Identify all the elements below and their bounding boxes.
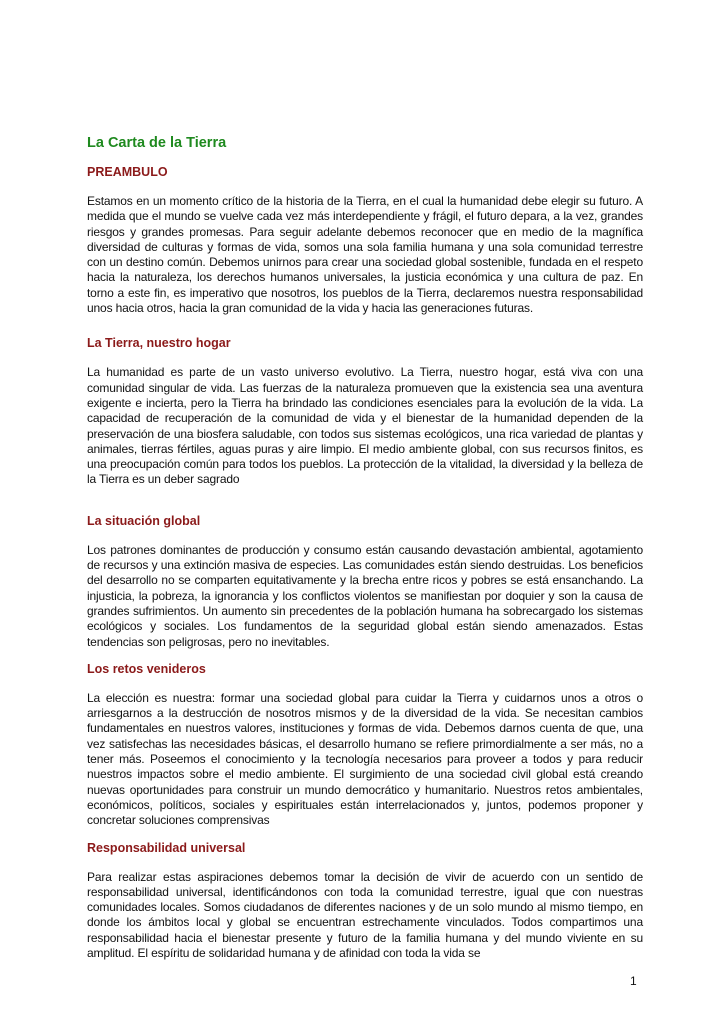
section-heading-responsabilidad-universal: Responsabilidad universal — [87, 840, 246, 855]
preamble-heading: PREAMBULO — [87, 165, 168, 179]
page-number: 1 — [630, 974, 637, 988]
section-paragraph-tierra-hogar: La humanidad es parte de un vasto universo evolutivo. La Tierra, nuestro hogar, está viva con una comunidad singular de vida. Las fuerzas de la naturaleza promueven que la existencia sea una aventura exigente e incierta, pero la Tierra ha brindado las condiciones esenciales para la evolución de la vida. La capacidad de recuperación de la comunidad de vida y el bienestar de la humanidad dependen de la preservación de una biosfera saludable, con todos sus sistemas ecológicos, una rica variedad de plantas y animales, tierras fértiles, aguas puras y aire limpio. El medio ambiente global, con sus recursos finitos, es una preocupación común para todos los pueblos. La protección de la vitalidad, la diversidad y la belleza de la Tierra es un deber sagrado — [87, 365, 643, 487]
section-heading-tierra-hogar: La Tierra, nuestro hogar — [87, 336, 231, 351]
section-paragraph-retos-venideros: La elección es nuestra: formar una sociedad global para cuidar la Tierra y cuidarnos unos a otros o arriesgarnos a la destrucción de nosotros mismos y de la diversidad de la vida. Se necesitan cambios fundamentales en nuestros valores, instituciones y formas de vida. Debemos darnos cuenta de que, una vez satisfechas las necesidades básicas, el desarrollo humano se refiere primordialmente a ser más, no a tener más. Poseemos el conocimiento y la tecnología necesarios para proveer a todos y para reducir nuestros impactos sobre el medio ambiente. El surgimiento de una sociedad civil global está creando nuevas oportunidades para construir un mundo democrático y humanitario. Nuestros retos ambientales, económicos, políticos, sociales y espirituales están interrelacionados y, juntos, podemos proponer y concretar soluciones comprensivas — [87, 690, 643, 828]
section-paragraph-situacion-global: Los patrones dominantes de producción y consumo están causando devastación ambiental, agotamiento de recursos y una extinción masiva de especies. Las comunidades están siendo destruidas. Los beneficios del desarrollo no se comparten equitativamente y la brecha entre ricos y pobres se está ensanchando. La injusticia, la pobreza, la ignorancia y los conflictos violentos se manifiestan por doquier y son la causa de grandes sufrimientos. Un aumento sin precedentes de la población humana ha sobrecargado los sistemas ecológicos y sociales. Los fundamentos de la seguridad global están siendo amenazados. Estas tendencias son peligrosas, pero no inevitables. — [87, 542, 643, 649]
section-heading-situacion-global: La situación global — [87, 513, 201, 528]
section-heading-retos-venideros: Los retos venideros — [87, 661, 206, 676]
document-title: La Carta de la Tierra — [87, 135, 227, 151]
preamble-paragraph: Estamos en un momento crítico de la historia de la Tierra, en el cual la humanidad debe elegir su futuro. A medida que el mundo se vuelve cada vez más interdependiente y frágil, el futuro depara, a la vez, grandes riesgos y grandes promesas. Para seguir adelante debemos reconocer que en medio de la magnífica diversidad de culturas y formas de vida, somos una sola familia humana y una sola comunidad terrestre con un destino común. Debemos unirnos para crear una sociedad global sostenible, fundada en el respeto hacia la naturaleza, los derechos humanos universales, la justicia económica y una cultura de paz. En torno a este fin, es imperativo que nosotros, los pueblos de la Tierra, declaremos nuestra responsabilidad unos hacia otros, hacia la gran comunidad de la vida y hacia las generaciones futuras. — [87, 194, 643, 316]
document-page — [87, 134, 643, 961]
section-paragraph-responsabilidad-universal: Para realizar estas aspiraciones debemos tomar la decisión de vivir de acuerdo con un sentido de responsabilidad universal, identificándonos con toda la comunidad terrestre, igual que con nuestras comunidades locales. Somos ciudadanos de diferentes naciones y de un solo mundo al mismo tiempo, en donde los ámbitos local y global se encuentran estrechamente vinculados. Todos compartimos una responsabilidad hacia el bienestar presente y futuro de la familia humana y del mundo viviente en su amplitud. El espíritu de solidaridad humana y de afinidad con toda la vida se — [87, 869, 643, 960]
